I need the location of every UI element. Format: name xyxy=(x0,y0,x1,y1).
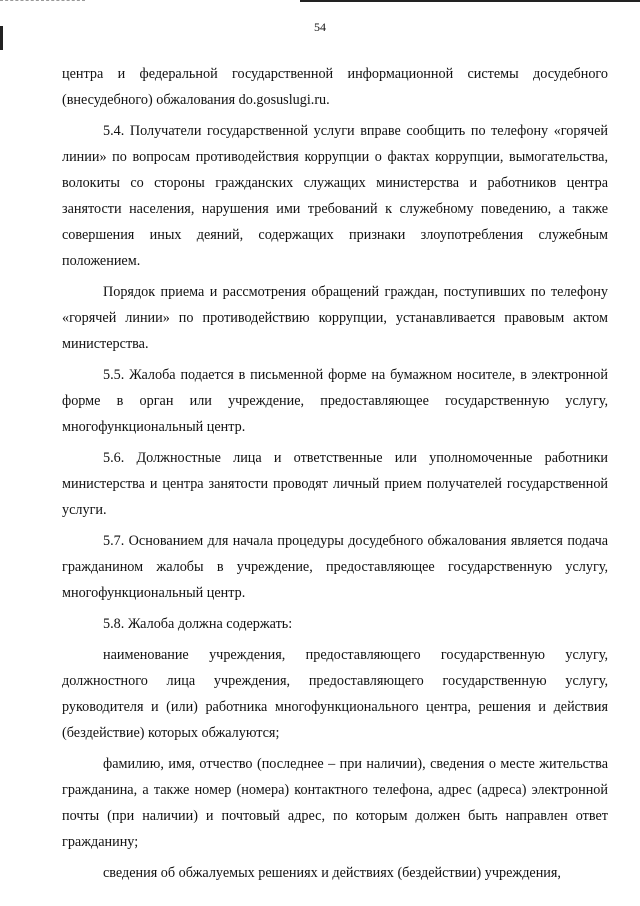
page-number: 54 xyxy=(314,20,326,34)
paragraph-5-5: 5.5. Жалоба подается в письменной форме на бумажном носителе, в электронной форме в орган или учреждение, предоставляющее государственную услугу, многофункциональный центр. xyxy=(62,367,608,435)
paragraph-hotline-procedure: Порядок приема и рассмотрения обращений граждан, поступивших по телефону «горячей линии» по противодействию коррупции, устанавливается правовым актом министерства. xyxy=(62,284,608,352)
paragraph-continuation: центра и федеральной государственной информационной системы досудебного (внесудебного) обжалования do.gosuslugi.ru. xyxy=(62,66,608,108)
document-body xyxy=(62,61,608,891)
paragraph-appealed-decisions: сведения об обжалуемых решениях и действиях (бездействии) учреждения, xyxy=(103,865,561,881)
paragraph-institution-name: наименование учреждения, предоставляющего государственную услугу, должностного лица учреждения, предоставляющего государственную услугу, руководителя и (или) работника многофункционального центра, решения и действия (бездействие) которых обжалуются; xyxy=(62,647,608,741)
paragraph-5-6: 5.6. Должностные лица и ответственные или уполномоченные работники министерства и центра занятости проводят личный прием получателей государственной услуги. xyxy=(62,450,608,518)
top-edge-dashed-line xyxy=(0,0,85,1)
top-edge-rule xyxy=(300,0,640,2)
paragraph-5-4: 5.4. Получатели государственной услуги вправе сообщить по телефону «горячей линии» по вопросам противодействия коррупции о фактах коррупции, вымогательства, волокиты со стороны гражданских служащих министерства и работников центра занятости населения, нарушения ими требований к служебному поведению, а также совершения иных деяний, содержащих признаки злоупотребления служебным положением. xyxy=(62,123,608,269)
paragraph-5-7: 5.7. Основанием для начала процедуры досудебного обжалования является подача гражданином жалобы в учреждение, предоставляющее государственную услугу, многофункциональный центр. xyxy=(62,533,608,601)
paragraph-applicant-details: фамилию, имя, отчество (последнее – при наличии), сведения о месте жительства гражданина, а также номер (номера) контактного телефона, адрес (адреса) электронной почты (при наличии) и почтовый адрес, по которым должен быть направлен ответ гражданину; xyxy=(62,756,608,850)
paragraph-5-8: 5.8. Жалоба должна содержать: xyxy=(103,616,293,632)
